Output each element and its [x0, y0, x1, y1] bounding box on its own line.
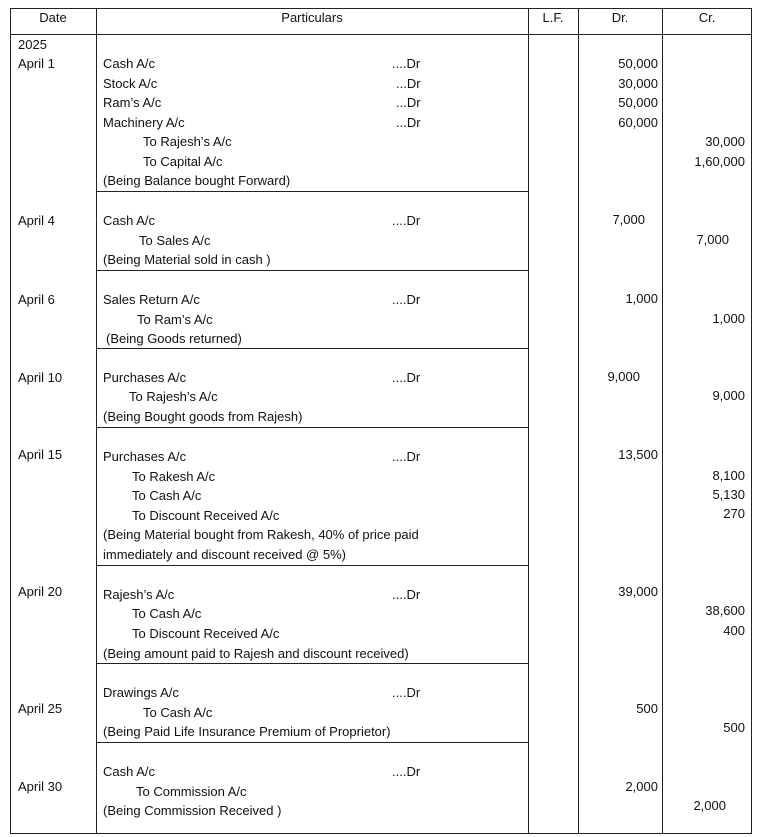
header-divider [10, 34, 752, 35]
narration: (Being Material bought from Rakesh, 40% of price paid [103, 527, 419, 542]
cr-amount: 9,000 [712, 388, 745, 403]
narration: (Being Paid Life Insurance Premium of Proprietor) [103, 724, 391, 739]
credit-account: To Discount Received A/c [132, 508, 280, 523]
narration: (Being amount paid to Rajesh and discount received) [103, 646, 409, 661]
credit-account: To Rajesh’s A/c [143, 134, 232, 149]
entry-divider [96, 663, 528, 664]
cr-amount: 1,60,000 [694, 154, 745, 169]
header-particulars: Particulars [281, 10, 343, 25]
entry-date: April 10 [18, 370, 63, 385]
credit-account: To Rajesh’s A/c [129, 389, 218, 404]
entry-divider [96, 565, 528, 566]
header-cr: Cr. [698, 10, 716, 25]
credit-account: To Commission A/c [136, 784, 247, 799]
dr-amount: 39,000 [618, 584, 658, 599]
cr-amount: 8,100 [712, 468, 745, 483]
dr-marker: ...Dr [396, 76, 421, 91]
cr-amount: 30,000 [705, 134, 745, 149]
entry-divider [96, 427, 528, 428]
header-lf: L.F. [542, 10, 564, 25]
cr-amount: 5,130 [712, 487, 745, 502]
narration: (Being Balance bought Forward) [103, 173, 291, 188]
entry-date: April 20 [18, 584, 63, 599]
narration-continued: immediately and discount received @ 5%) [103, 547, 346, 562]
cr-amount: 1,000 [712, 311, 745, 326]
dr-marker: ...Dr [396, 95, 421, 110]
narration: (Being Commission Received ) [103, 803, 282, 818]
dr-marker: ....Dr [392, 56, 421, 71]
year-label: 2025 [18, 37, 47, 52]
entry-divider [96, 270, 528, 271]
credit-account: To Cash A/c [143, 705, 213, 720]
dr-marker: ....Dr [392, 370, 421, 385]
cr-amount: 400 [723, 623, 745, 638]
narration: (Being Material sold in cash ) [103, 252, 271, 267]
entry-date: April 30 [18, 779, 63, 794]
dr-marker: ...Dr [396, 115, 421, 130]
entry-divider [96, 742, 528, 743]
dr-marker: ....Dr [392, 213, 421, 228]
column-divider [578, 8, 579, 834]
dr-amount: 50,000 [618, 56, 658, 71]
entry-date: April 6 [18, 292, 55, 307]
debit-account: Sales Return A/c [103, 292, 200, 307]
dr-marker: ....Dr [392, 449, 421, 464]
entry-date: April 4 [18, 213, 55, 228]
dr-amount: 7,000 [612, 212, 645, 227]
cr-amount: 38,600 [705, 603, 745, 618]
narration: (Being Bought goods from Rajesh) [103, 409, 303, 424]
debit-account: Stock A/c [103, 76, 158, 91]
dr-amount: 50,000 [618, 95, 658, 110]
dr-amount: 2,000 [625, 779, 658, 794]
debit-account: Purchases A/c [103, 370, 187, 385]
debit-account: Cash A/c [103, 213, 156, 228]
cr-amount: 270 [723, 506, 745, 521]
entry-date: April 1 [18, 56, 55, 71]
column-divider [528, 8, 529, 834]
credit-account: To Cash A/c [132, 488, 202, 503]
dr-amount: 13,500 [618, 447, 658, 462]
credit-account: To Sales A/c [139, 233, 211, 248]
dr-amount: 1,000 [625, 291, 658, 306]
debit-account: Machinery A/c [103, 115, 185, 130]
credit-account: To Ram’s A/c [137, 312, 213, 327]
header-date: Date [39, 10, 67, 25]
entry-divider [96, 191, 528, 192]
debit-account: Rajesh’s A/c [103, 587, 175, 602]
entry-divider [96, 348, 528, 349]
dr-amount: 500 [636, 701, 658, 716]
cr-amount: 7,000 [696, 232, 729, 247]
credit-account: To Discount Received A/c [132, 626, 280, 641]
debit-account: Drawings A/c [103, 685, 179, 700]
credit-account: To Capital A/c [143, 154, 223, 169]
debit-account: Cash A/c [103, 56, 156, 71]
entry-date: April 25 [18, 701, 63, 716]
dr-amount: 60,000 [618, 115, 658, 130]
header-dr: Dr. [611, 10, 629, 25]
debit-account: Cash A/c [103, 764, 156, 779]
dr-marker: ....Dr [392, 587, 421, 602]
column-divider [96, 8, 97, 834]
cr-amount: 500 [723, 720, 745, 735]
dr-amount: 9,000 [607, 369, 640, 384]
dr-marker: ....Dr [392, 764, 421, 779]
dr-amount: 30,000 [618, 76, 658, 91]
debit-account: Purchases A/c [103, 449, 187, 464]
cr-amount: 2,000 [693, 798, 726, 813]
credit-account: To Rakesh A/c [132, 469, 216, 484]
entry-date: April 15 [18, 447, 63, 462]
narration: (Being Goods returned) [106, 331, 242, 346]
debit-account: Ram’s A/c [103, 95, 162, 110]
column-divider [662, 8, 663, 834]
dr-marker: ....Dr [392, 685, 421, 700]
credit-account: To Cash A/c [132, 606, 202, 621]
dr-marker: ....Dr [392, 292, 421, 307]
